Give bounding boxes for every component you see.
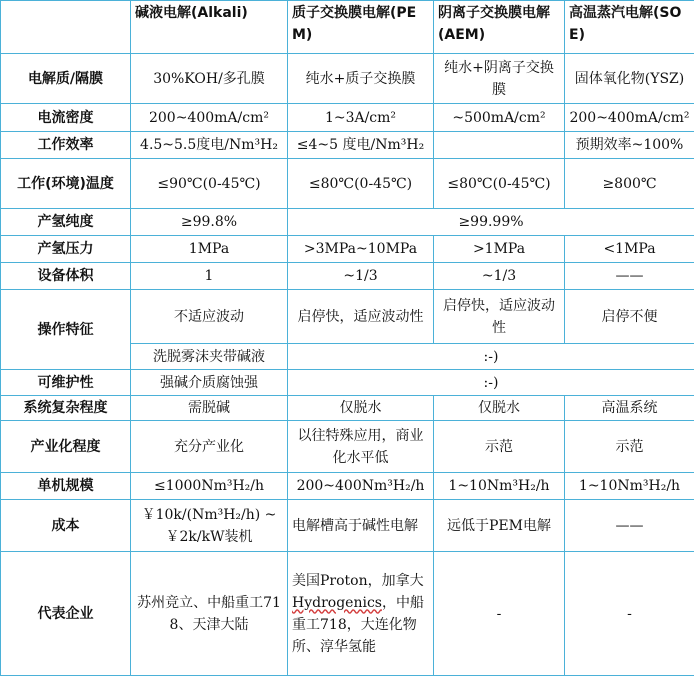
row-unit-scale [1, 473, 694, 500]
company-text-c: ，中船重工718，大连化物所、淳华氢能 [292, 594, 424, 655]
cell-alkali: 洗脱雾沫夹带碱液 [131, 344, 288, 370]
cell-soe: <1MPa [565, 236, 694, 263]
cell-aem: ≤80℃(0-45℃) [434, 159, 565, 209]
cell-alkali: ≥99.8% [131, 209, 288, 236]
cell-pem: 仅脱水 [288, 396, 434, 421]
row-complexity [1, 396, 694, 421]
row-temperature [1, 159, 694, 209]
cell-pem: 纯水+质子交换膜 [288, 54, 434, 104]
row-industrialization [1, 421, 694, 473]
cell-pem: ≤80℃(0-45℃) [288, 159, 434, 209]
cell-aem [434, 132, 565, 159]
col-soe: 高温蒸汽电解(SOE) [565, 1, 694, 54]
cell-alkali: 30%KOH/多孔膜 [131, 54, 288, 104]
cell-alkali: ≤90℃(0-45℃) [131, 159, 288, 209]
row-cost [1, 500, 694, 552]
cell-pem: 以往特殊应用，商业化水平低 [288, 421, 434, 473]
cell-alkali: 需脱碱 [131, 396, 288, 421]
cell-soe: ≥800℃ [565, 159, 694, 209]
cell-alkali: 苏州竞立、中船重工718、天津大陆 [131, 552, 288, 676]
cell-alkali: 强碱介质腐蚀强 [131, 370, 288, 396]
col-pem: 质子交换膜电解(PEM) [288, 1, 434, 54]
row-volume [1, 263, 694, 290]
header-row [1, 1, 694, 54]
col-alkali: 碱液电解(Alkali) [131, 1, 288, 54]
row-companies [1, 552, 694, 676]
cell-aem: ~1/3 [434, 263, 565, 290]
row-maintainability [1, 370, 694, 396]
row-label: 成本 [1, 500, 131, 552]
row-electrolyte [1, 54, 694, 104]
row-label: 产氢纯度 [1, 209, 131, 236]
row-label: 可维护性 [1, 370, 131, 396]
col-aem: 阴离子交换膜电解(AEM) [434, 1, 565, 54]
row-label: 工作效率 [1, 132, 131, 159]
cell-alkali: 不适应波动 [131, 290, 288, 344]
company-text-hydrogenics: Hydrogenics [292, 594, 382, 611]
row-label: 工作(环境)温度 [1, 159, 131, 209]
cell-pem: >3MPa~10MPa [288, 236, 434, 263]
cell-aem: 纯水+阴离子交换膜 [434, 54, 565, 104]
cell-aem: 1~10Nm³H₂/h [434, 473, 565, 500]
cell-soe: 示范 [565, 421, 694, 473]
row-pressure [1, 236, 694, 263]
row-label: 电解质/隔膜 [1, 54, 131, 104]
cell-alkali: 200~400mA/cm² [131, 104, 288, 132]
cell-alkali: ￥10k/(Nm³H₂/h) ~￥2k/kW装机 [131, 500, 288, 552]
cell-soe: 高温系统 [565, 396, 694, 421]
cell-soe: —— [565, 500, 694, 552]
row-label: 设备体积 [1, 263, 131, 290]
cell-pem: 200~400Nm³H₂/h [288, 473, 434, 500]
cell-pem: ≤4~5 度电/Nm³H₂ [288, 132, 434, 159]
cell-aem: 启停快，适应波动性 [434, 290, 565, 344]
cell-alkali: 1MPa [131, 236, 288, 263]
cell-aem: 远低于PEM电解 [434, 500, 565, 552]
cell-alkali: 充分产业化 [131, 421, 288, 473]
cell-others: :-) [288, 344, 694, 370]
row-current-density [1, 104, 694, 132]
cell-alkali: 1 [131, 263, 288, 290]
cell-soe: 固体氧化物(YSZ) [565, 54, 694, 104]
cell-soe: 启停不便 [565, 290, 694, 344]
row-label: 单机规模 [1, 473, 131, 500]
row-label: 产业化程度 [1, 421, 131, 473]
header-corner [1, 1, 131, 54]
cell-aem: ~500mA/cm² [434, 104, 565, 132]
cell-aem: 仅脱水 [434, 396, 565, 421]
row-label: 产氢压力 [1, 236, 131, 263]
row-operation [1, 290, 694, 344]
company-text-a: 美国Proton，加拿大 [292, 572, 424, 589]
cell-aem: >1MPa [434, 236, 565, 263]
cell-soe: 1~10Nm³H₂/h [565, 473, 694, 500]
cell-soe: —— [565, 263, 694, 290]
row-label: 操作特征 [1, 290, 131, 370]
row-efficiency [1, 132, 694, 159]
cell-soe: - [565, 552, 694, 676]
cell-pem: 1~3A/cm² [288, 104, 434, 132]
cell-soe: 预期效率~100% [565, 132, 694, 159]
cell-pem: 启停快，适应波动性 [288, 290, 434, 344]
cell-aem: 示范 [434, 421, 565, 473]
row-label: 系统复杂程度 [1, 396, 131, 421]
cell-alkali: ≤1000Nm³H₂/h [131, 473, 288, 500]
row-purity [1, 209, 694, 236]
cell-pem: ~1/3 [288, 263, 434, 290]
cell-alkali: 4.5~5.5度电/Nm³H₂ [131, 132, 288, 159]
row-label: 电流密度 [1, 104, 131, 132]
cell-others: :-) [288, 370, 694, 396]
row-label: 代表企业 [1, 552, 131, 676]
cell-pem: 电解槽高于碱性电解 [288, 500, 434, 552]
cell-aem: - [434, 552, 565, 676]
cell-pem [288, 552, 434, 676]
cell-soe: 200~400mA/cm² [565, 104, 694, 132]
cell-others: ≥99.99% [288, 209, 694, 236]
